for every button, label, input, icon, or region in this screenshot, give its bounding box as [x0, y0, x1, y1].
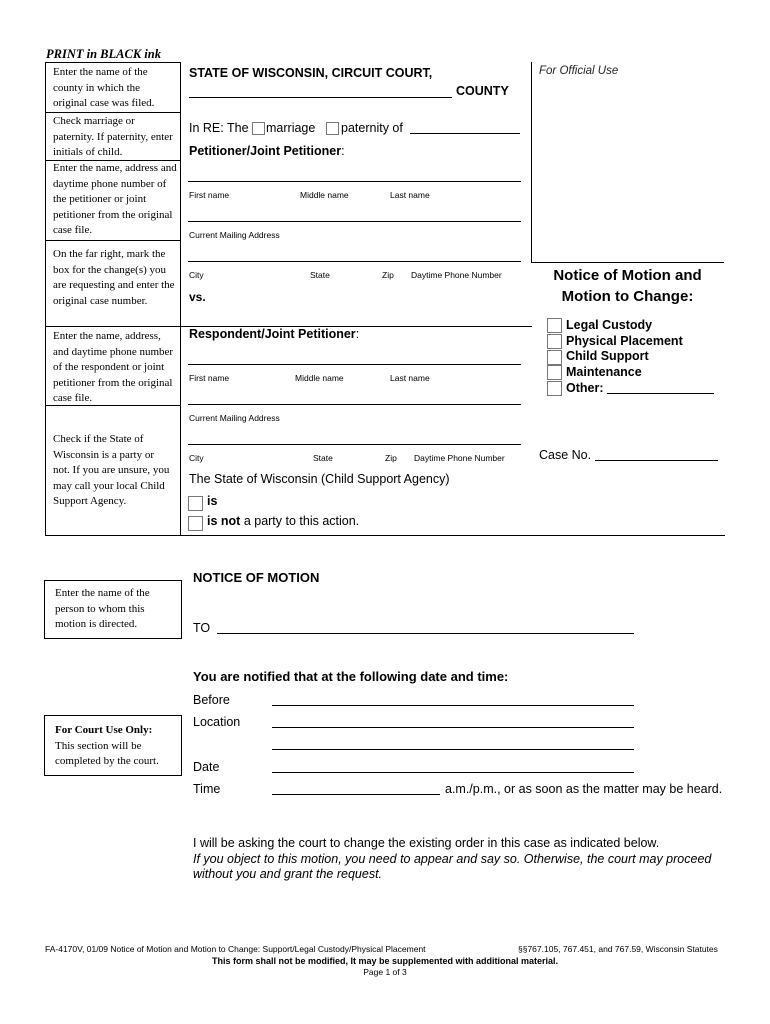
time-line[interactable] [272, 794, 440, 795]
county-label: COUNTY [456, 84, 509, 98]
date-line[interactable] [272, 772, 634, 773]
county-line[interactable] [189, 97, 452, 98]
respondent-address-line[interactable] [188, 404, 521, 405]
petitioner-zip: Zip [382, 270, 394, 280]
maintenance-label: Maintenance [566, 365, 642, 379]
notified-heading: You are notified that at the following date and time: [193, 669, 509, 684]
respondent-label: Respondent/Joint Petitioner [189, 327, 356, 341]
instruction-petitioner: Enter the name, address and daytime phone number of the petitioner or joint petitioner from the original case file. [53, 162, 177, 236]
official-use-label: For Official Use [539, 65, 619, 77]
state-is-label: is [207, 494, 218, 508]
petitioner-address-line[interactable] [188, 221, 521, 222]
frame-bottom [45, 535, 725, 536]
other-line[interactable] [607, 393, 714, 394]
instruction-respondent: Enter the name, address, and daytime phone number of the respondent or joint petitioner from the original case file. [53, 330, 174, 404]
case-no-label: Case No. [539, 448, 592, 462]
child-support-label: Child Support [566, 349, 649, 363]
respondent-last-name: Last name [390, 373, 430, 383]
respondent-phone: Daytime Phone Number [414, 453, 505, 463]
frame-left [45, 62, 46, 535]
location-line-2[interactable] [272, 749, 634, 750]
official-use-bottom [531, 262, 724, 263]
respondent-city: City [189, 453, 204, 463]
petitioner-state: State [310, 270, 330, 280]
petitioner-last-name: Last name [390, 190, 430, 200]
footer-note: This form shall not be modified, It may be supplemented with additional material. [211, 956, 559, 966]
petitioner-city-line[interactable] [188, 261, 521, 262]
to-line[interactable] [217, 633, 634, 634]
maintenance-checkbox[interactable] [547, 365, 562, 380]
vs-label: vs. [189, 290, 206, 304]
state-party-suffix: a party to this action. [240, 514, 360, 528]
in-re-label: In RE: The [189, 121, 249, 135]
object-text-line2: without you and grant the request. [193, 867, 383, 881]
location-label: Location [193, 715, 241, 729]
petitioner-address-label: Current Mailing Address [189, 230, 280, 240]
location-line-1[interactable] [272, 727, 634, 728]
child-support-checkbox[interactable] [547, 350, 562, 365]
frame-top-left [45, 62, 181, 63]
instruction-state-party: Check if the State of Wisconsin is a party or not. If you are unsure, you may call your local Child Support Agency. [53, 433, 170, 507]
legal-custody-checkbox[interactable] [547, 318, 562, 333]
footer-statutes: §§767.105, 767.451, and 767.59, Wisconsin Statutes [518, 944, 718, 954]
petitioner-phone: Daytime Phone Number [411, 270, 502, 280]
time-label: Time [193, 782, 221, 796]
page-number: Page 1 of 3 [363, 967, 407, 977]
child-initials-line[interactable] [410, 133, 520, 134]
other-label: Other: [566, 381, 604, 395]
before-label: Before [193, 693, 230, 707]
official-use-divider [531, 62, 532, 262]
marriage-checkbox[interactable] [252, 122, 265, 135]
other-checkbox[interactable] [547, 381, 562, 396]
print-note: PRINT in BLACK ink [46, 47, 161, 61]
state-is-not-checkbox[interactable] [188, 516, 203, 531]
court-use-title: For Court Use Only: [55, 724, 153, 736]
court-heading: STATE OF WISCONSIN, CIRCUIT COURT, [189, 66, 433, 80]
paternity-checkbox[interactable] [326, 122, 339, 135]
respondent-zip: Zip [385, 453, 397, 463]
instruction-county: Enter the name of the county in which the original case was filed. [53, 66, 155, 109]
respondent-name-line[interactable] [188, 364, 521, 365]
respondent-state: State [313, 453, 333, 463]
instruction-change-box: On the far right, mark the box for the change(s) you are requesting and enter the original case number. [53, 248, 175, 307]
to-label: TO [193, 621, 211, 635]
instruction-directed: Enter the name of the person to whom this motion is directed. [55, 587, 150, 630]
petitioner-first-name: First name [189, 190, 230, 200]
petitioner-city: City [189, 270, 204, 280]
petitioner-label: Petitioner/Joint Petitioner [189, 144, 342, 158]
respondent-middle-name: Middle name [295, 373, 344, 383]
form-title: Notice of Motion and Motion to Change: [553, 267, 702, 305]
respondent-city-line[interactable] [188, 444, 521, 445]
case-no-line[interactable] [595, 460, 718, 461]
petitioner-middle-name: Middle name [300, 190, 349, 200]
frame-divider [180, 62, 181, 535]
legal-custody-label: Legal Custody [566, 318, 653, 332]
physical-placement-label: Physical Placement [566, 334, 683, 348]
court-use-body: This section will be completed by the court. [55, 739, 159, 767]
instruction-marriage: Check marriage or paternity. If paternity, enter initials of child. [53, 115, 173, 158]
notice-heading: NOTICE OF MOTION [193, 570, 320, 585]
state-is-not-label: is not [207, 514, 241, 528]
physical-placement-checkbox[interactable] [547, 334, 562, 349]
time-suffix: a.m./p.m., or as soon as the matter may be heard. [445, 782, 723, 796]
marriage-label: marriage [266, 121, 316, 135]
date-label: Date [193, 760, 220, 774]
object-text-line1: If you object to this motion, you need to appear and say so. Otherwise, the court may proceed [193, 852, 712, 866]
respondent-address-label: Current Mailing Address [189, 413, 280, 423]
state-is-checkbox[interactable] [188, 496, 203, 511]
before-line[interactable] [272, 705, 634, 706]
footer-form-id: FA-4170V, 01/09 Notice of Motion and Motion to Change: Support/Legal Custody/Physical Placement [45, 944, 426, 954]
asking-text: I will be asking the court to change the existing order in this case as indicated below. [193, 836, 660, 850]
respondent-first-name: First name [189, 373, 230, 383]
petitioner-name-line[interactable] [188, 181, 521, 182]
paternity-label: paternity of [341, 121, 403, 135]
state-party-text: The State of Wisconsin (Child Support Agency) [189, 472, 450, 486]
